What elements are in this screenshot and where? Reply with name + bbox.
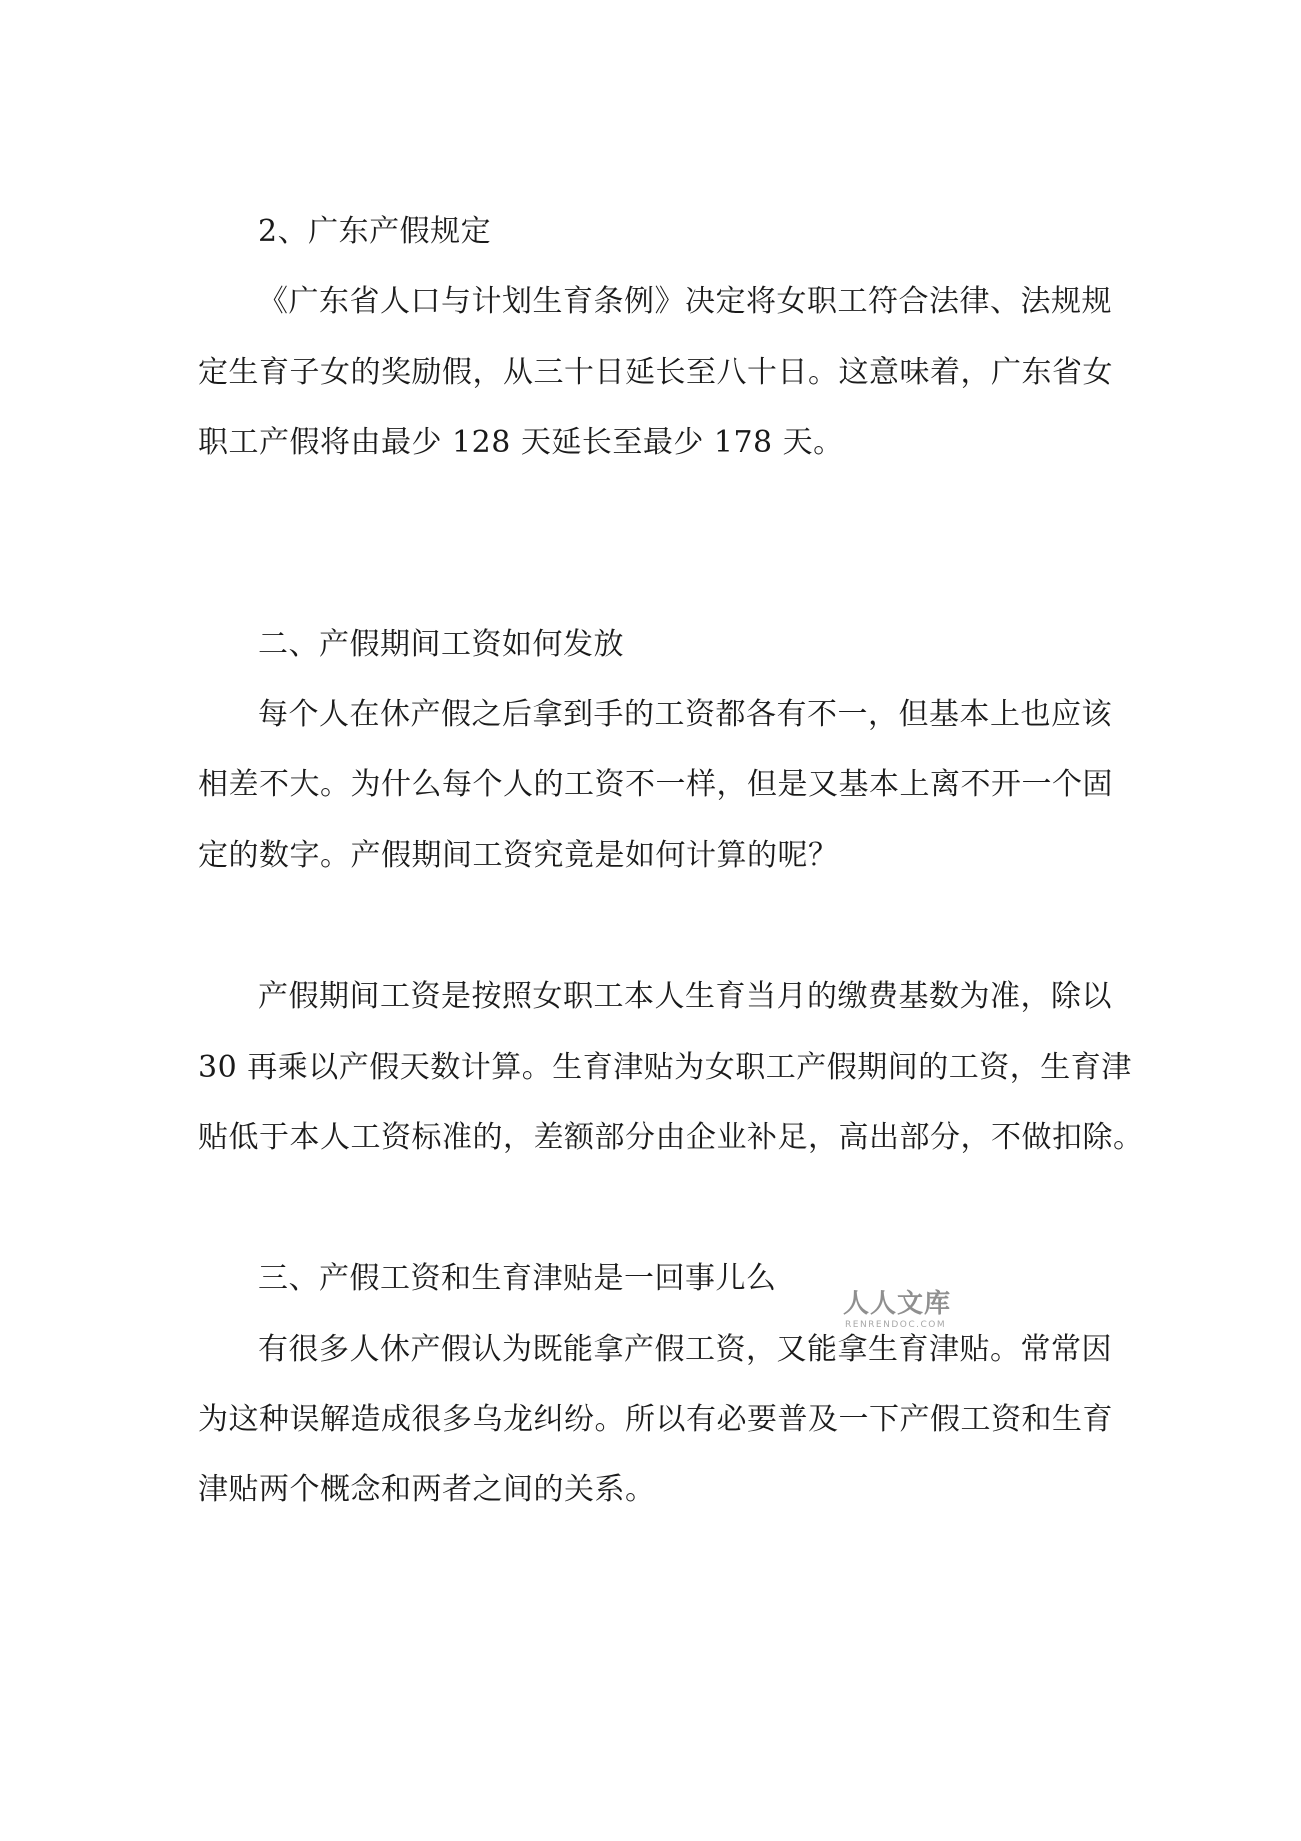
paragraph-line: 为这种误解造成很多乌龙纠纷。所以有必要普及一下产假工资和生育 <box>198 1402 1113 1437</box>
paragraph-line: 《广东省人口与计划生育条例》决定将女职工符合法律、法规规 <box>258 284 1112 319</box>
section-heading-three: 三、产假工资和生育津贴是一回事儿么 <box>258 1261 777 1296</box>
paragraph-line: 职工产假将由最少 128 天延长至最少 178 天。 <box>198 425 844 460</box>
watermark-title: 人人文库 <box>843 1289 952 1319</box>
paragraph-line: 30 再乘以产假天数计算。生育津贴为女职工产假期间的工资，生育津 <box>198 1050 1132 1085</box>
paragraph-line: 津贴两个概念和两者之间的关系。 <box>198 1472 656 1507</box>
paragraph-line: 产假期间工资是按照女职工本人生育当月的缴费基数为准，除以 <box>258 979 1112 1014</box>
paragraph-line: 每个人在休产假之后拿到手的工资都各有不一，但基本上也应该 <box>258 697 1112 732</box>
section-heading-guangdong: 2、广东产假规定 <box>258 214 492 249</box>
watermark-subtitle: RENRENDOC.COM <box>845 1320 947 1330</box>
paragraph-line: 相差不大。为什么每个人的工资不一样，但是又基本上离不开一个固 <box>198 767 1113 802</box>
paragraph-line: 定生育子女的奖励假，从三十日延长至八十日。这意味着，广东省女 <box>198 355 1113 390</box>
paragraph-line: 有很多人休产假认为既能拿产假工资，又能拿生育津贴。常常因 <box>258 1332 1112 1367</box>
watermark-logo <box>843 1289 993 1339</box>
section-heading-two: 二、产假期间工资如何发放 <box>258 627 624 662</box>
paragraph-line: 贴低于本人工资标准的，差额部分由企业补足，高出部分，不做扣除。 <box>198 1120 1144 1155</box>
paragraph-line: 定的数字。产假期间工资究竟是如何计算的呢？ <box>198 838 839 873</box>
